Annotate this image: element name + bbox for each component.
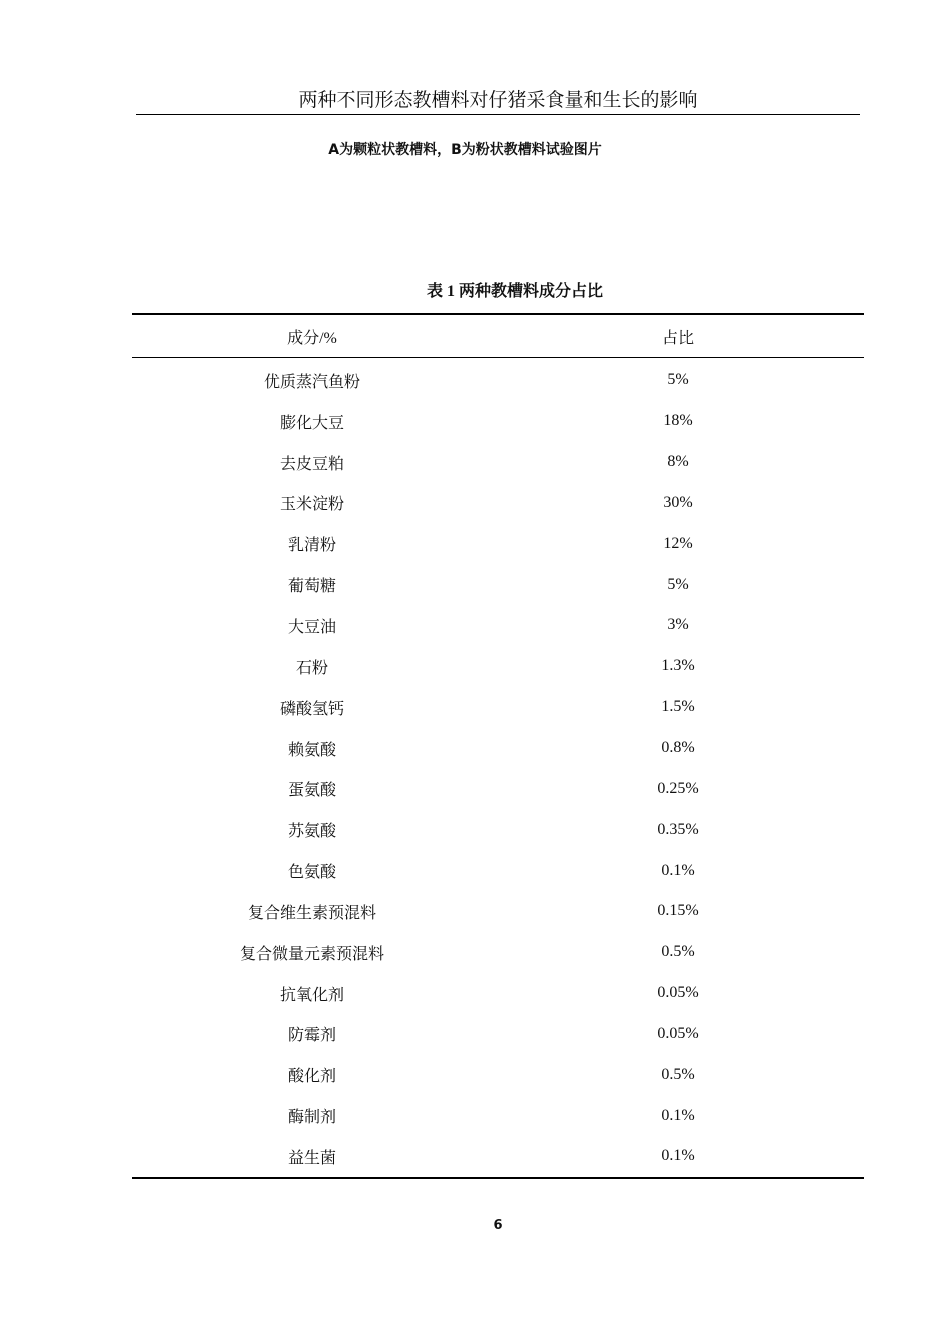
table-row — [132, 809, 864, 850]
column-header-ingredient: 成分/% — [132, 315, 492, 358]
proportion-cell: 18% — [663, 412, 693, 430]
proportion-cell: 0.1% — [661, 1106, 695, 1124]
table-row — [132, 605, 864, 646]
proportion-cell: 3% — [667, 616, 689, 634]
ingredient-cell: 抗氧化剂 — [279, 986, 344, 1004]
proportion-cell: 0.15% — [657, 902, 699, 920]
table-row — [132, 1014, 864, 1055]
ingredient-table — [132, 313, 864, 1179]
table-row — [132, 891, 864, 932]
proportion-cell: 0.35% — [657, 820, 699, 838]
table-row — [132, 973, 864, 1014]
proportion-cell: 0.1% — [661, 861, 695, 879]
table-row — [132, 687, 864, 728]
proportion-cell: 0.1% — [661, 1147, 695, 1165]
table-row — [132, 442, 864, 483]
ingredient-cell: 益生菌 — [287, 1149, 336, 1167]
table-body — [132, 358, 864, 1177]
proportion-cell: 0.25% — [657, 779, 699, 797]
table-row — [132, 646, 864, 687]
figure-caption: A为颗粒状教槽料，B为粉状教槽料试验图片 — [328, 142, 602, 158]
table-row — [132, 401, 864, 442]
ingredient-cell: 色氨酸 — [287, 864, 336, 882]
table-row — [132, 483, 864, 524]
proportion-cell: 0.8% — [661, 739, 695, 757]
table-row — [132, 358, 864, 401]
ingredient-cell: 优质蒸汽鱼粉 — [263, 373, 360, 391]
proportion-cell: 8% — [667, 453, 689, 471]
ingredient-cell: 苏氨酸 — [287, 823, 336, 841]
proportion-cell: 0.05% — [657, 1024, 699, 1042]
table-row — [132, 1054, 864, 1095]
table-header-row — [132, 315, 864, 358]
proportion-cell: 0.5% — [661, 943, 695, 961]
ingredient-cell: 石粉 — [295, 659, 328, 677]
page-number: 6 — [493, 1218, 503, 1233]
table-row — [132, 850, 864, 891]
proportion-cell: 0.05% — [657, 984, 699, 1002]
proportion-cell: 1.3% — [661, 657, 695, 675]
proportion-cell: 0.5% — [661, 1065, 695, 1083]
ingredient-cell: 防霉剂 — [287, 1027, 336, 1045]
ingredient-cell: 葡萄糖 — [287, 578, 336, 596]
ingredient-cell: 膨化大豆 — [279, 414, 344, 432]
table-row — [132, 728, 864, 769]
table-row — [132, 768, 864, 809]
table-title: 表 1 两种教槽料成分占比 — [426, 283, 603, 300]
ingredient-cell: 玉米淀粉 — [279, 496, 344, 514]
ingredient-cell: 大豆油 — [287, 618, 336, 636]
ingredient-cell: 去皮豆粕 — [279, 455, 344, 473]
table-row — [132, 1136, 864, 1177]
ingredient-cell: 乳清粉 — [287, 537, 336, 555]
ingredient-cell: 磷酸氢钙 — [279, 700, 344, 718]
ingredient-cell: 酸化剂 — [287, 1068, 336, 1086]
ingredient-cell: 赖氨酸 — [287, 741, 336, 759]
table-row — [132, 523, 864, 564]
ingredient-cell: 蛋氨酸 — [287, 782, 336, 800]
proportion-cell: 1.5% — [661, 698, 695, 716]
ingredient-cell: 复合维生素预混料 — [247, 904, 376, 922]
table-row — [132, 1095, 864, 1136]
column-header-proportion: 占比 — [492, 315, 864, 358]
proportion-cell: 5% — [667, 371, 689, 389]
proportion-cell: 5% — [667, 575, 689, 593]
table-row — [132, 932, 864, 973]
ingredient-cell: 酶制剂 — [287, 1109, 336, 1127]
running-header: 两种不同形态教槽料对仔猪采食量和生长的影响 — [136, 88, 860, 115]
proportion-cell: 12% — [663, 534, 693, 552]
proportion-cell: 30% — [663, 493, 693, 511]
ingredient-cell: 复合微量元素预混料 — [239, 945, 384, 963]
table-row — [132, 564, 864, 605]
